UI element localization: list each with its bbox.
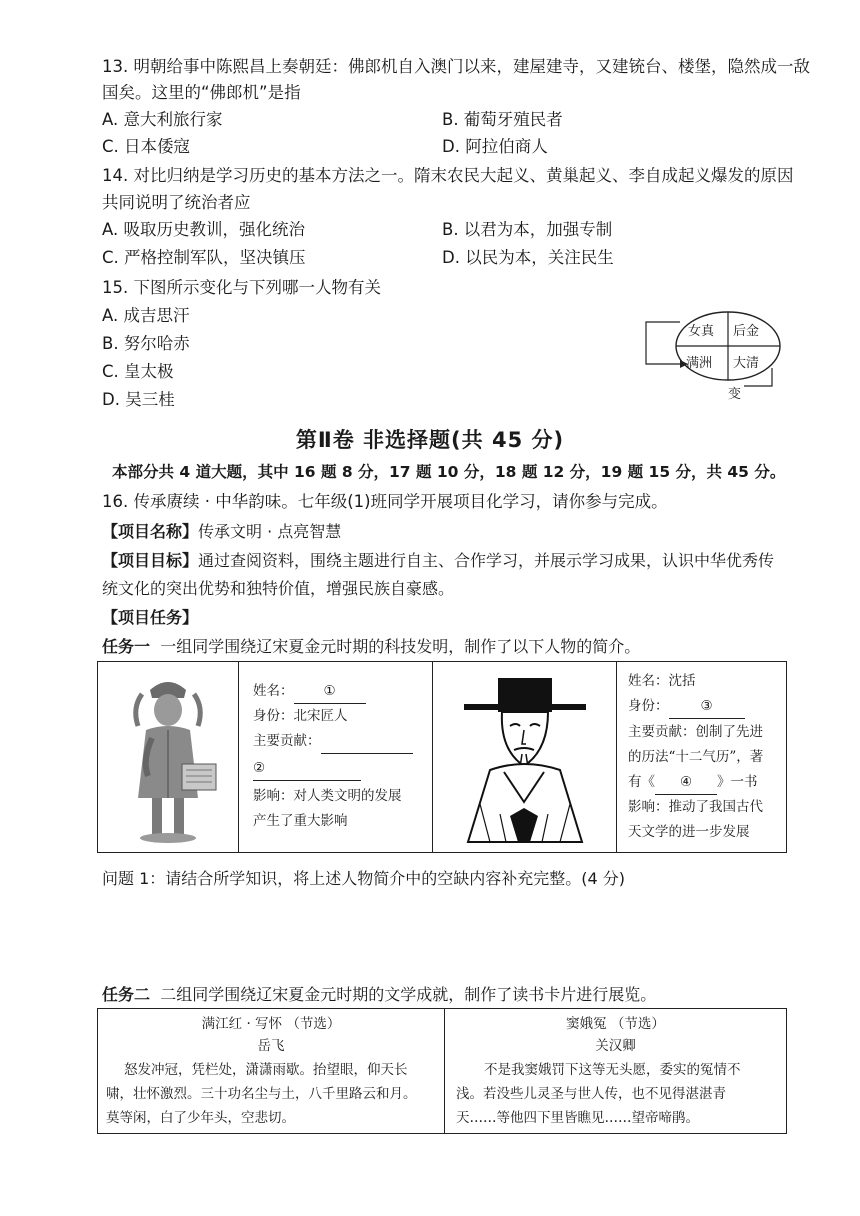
project-goal-label: 【项目目标】 <box>102 551 199 570</box>
project-goal-text1: 通过查阅资料，围绕主题进行自主、合作学习，并展示学习成果，认识中华优秀传 <box>198 551 775 570</box>
q13-stem-line2: 国矣。这里的“佛郎机”是指 <box>102 83 301 102</box>
card1-name-blank: ① <box>294 680 366 704</box>
task1-text: 一组同学围绕辽宋夏金元时期的科技发明，制作了以下人物的简介。 <box>160 637 641 656</box>
card2-identity-label: 身份： <box>628 698 669 714</box>
q14-option-d: D. 以民为本，关注民生 <box>442 248 614 267</box>
poem1-line3: 莫等闲，白了少年头，空悲切。 <box>106 1110 295 1126</box>
card1-contribution-row <box>253 730 413 754</box>
task2-table <box>97 1008 787 1134</box>
card2-book-post: 》一书 <box>717 774 758 790</box>
card2-contribution-line3 <box>628 771 758 795</box>
card2-contribution-line2: 的历法“十二气历”，著 <box>628 749 764 765</box>
q15-option-b: B. 努尔哈赤 <box>102 334 190 353</box>
poem2-line3: 天……等他四下里皆瞧见……望帝啼鹃。 <box>456 1110 699 1126</box>
poem1-title: 满江红 · 写怀 （节选） <box>201 1016 341 1032</box>
card1-name-label: 姓名： <box>253 683 294 699</box>
q13-stem-line1: 13. 明朝给事中陈熙昌上奏朝廷：佛郎机自入澳门以来，建屋建寺，又建铳台、楼堡，隐然成一敌 <box>102 57 810 76</box>
q13-option-a: A. 意大利旅行家 <box>102 110 223 129</box>
card1-contribution-blank-row <box>253 757 361 781</box>
card2-name: 姓名：沈括 <box>628 673 696 689</box>
task2-label: 任务二 <box>102 985 151 1004</box>
q13-option-b: B. 葡萄牙殖民者 <box>442 110 563 129</box>
question1: 问题 1：请结合所学知识，将上述人物简介中的空缺内容补充完整。(4 分) <box>102 869 626 888</box>
diagram-label-manzhou: 满洲 <box>686 356 713 371</box>
poem1-author: 岳飞 <box>257 1038 285 1054</box>
card2-identity-row <box>628 695 745 719</box>
card1-identity: 身份：北宋匠人 <box>253 708 348 724</box>
card2-book-pre: 有《 <box>628 774 655 790</box>
q15-change-diagram <box>640 308 785 403</box>
q15-option-c: C. 皇太极 <box>102 362 174 381</box>
card1-contribution-blank: ② <box>253 757 361 781</box>
task2-heading <box>102 982 656 1005</box>
diagram-label-houjin: 后金 <box>733 324 760 339</box>
diagram-label-change: 变 <box>728 387 742 402</box>
q14-option-b: B. 以君为本，加强专制 <box>442 220 613 239</box>
q15-option-d: D. 吴三桂 <box>102 390 175 409</box>
poem2-line2: 浅。若没些儿灵圣与世人传，也不见得湛湛青 <box>456 1086 726 1102</box>
task2-text: 二组同学围绕辽宋夏金元时期的文学成就，制作了读书卡片进行展览。 <box>160 985 657 1004</box>
task1-heading <box>102 634 640 657</box>
diagram-label-daqing: 大清 <box>733 356 760 371</box>
q14-stem-line1: 14. 对比归纳是学习历史的基本方法之一。隋末农民大起义、黄巢起义、李自成起义爆发的原因 <box>102 166 794 185</box>
q15-option-a: A. 成吉思汗 <box>102 306 190 325</box>
card2-identity-blank: ③ <box>669 695 745 719</box>
q16-stem: 16. 传承赓续 · 中华韵味。七年级(1)班同学开展项目化学习，请你参与完成。 <box>102 492 668 511</box>
q14-option-c: C. 严格控制军队，坚决镇压 <box>102 248 306 267</box>
q13-option-c: C. 日本倭寇 <box>102 137 191 156</box>
card1-influence-line1: 影响：对人类文明的发展 <box>253 788 402 804</box>
section-title: 第Ⅱ卷 非选择题(共 45 分) <box>295 428 565 452</box>
q13-option-d: D. 阿拉伯商人 <box>442 137 548 156</box>
bisheng-statue-image <box>112 668 224 844</box>
poem1-line2: 啸，壮怀激烈。三十功名尘与土，八千里路云和月。 <box>106 1086 417 1102</box>
section-intro: 本部分共 4 道大题，其中 16 题 8 分，17 题 10 分，18 题 12 分，19 题 15 分，共 45 分。 <box>112 463 786 481</box>
diagram-label-nuzhen: 女真 <box>688 324 715 339</box>
card1-contribution-label: 主要贡献： <box>253 733 321 749</box>
card2-influence-line1: 影响：推动了我国古代 <box>628 799 763 815</box>
shenkuo-portrait-image <box>460 674 590 844</box>
card1-influence-line2: 产生了重大影响 <box>253 813 348 829</box>
project-goal-line2: 统文化的突出优势和独特价值，增强民族自豪感。 <box>102 579 455 598</box>
poem2-author: 关汉卿 <box>595 1038 636 1054</box>
project-goal-line1 <box>102 548 774 571</box>
card1-name-row <box>253 680 366 704</box>
task1-table <box>97 661 787 853</box>
project-name-text: 传承文明 · 点亮智慧 <box>198 522 342 541</box>
task1-label: 任务一 <box>102 637 151 656</box>
poem2-line1: 不是我窦娥罚下这等无头愿，委实的冤情不 <box>484 1062 741 1078</box>
project-task-label: 【项目任务】 <box>102 608 199 627</box>
q14-option-a: A. 吸取历史教训，强化统治 <box>102 220 305 239</box>
project-name-label: 【项目名称】 <box>102 522 199 541</box>
project-name <box>102 519 341 542</box>
poem1-line1: 怒发冲冠，凭栏处，潇潇雨歇。抬望眼，仰天长 <box>124 1062 408 1078</box>
q14-stem-line2: 共同说明了统治者应 <box>102 193 251 212</box>
card2-book-blank: ④ <box>655 771 717 795</box>
q15-stem: 15. 下图所示变化与下列哪一人物有关 <box>102 278 381 297</box>
poem2-title: 窦娥冤 （节选） <box>566 1016 665 1032</box>
card2-contribution-line1: 主要贡献：创制了先进 <box>628 724 763 740</box>
card2-influence-line2: 天文学的进一步发展 <box>628 824 750 840</box>
